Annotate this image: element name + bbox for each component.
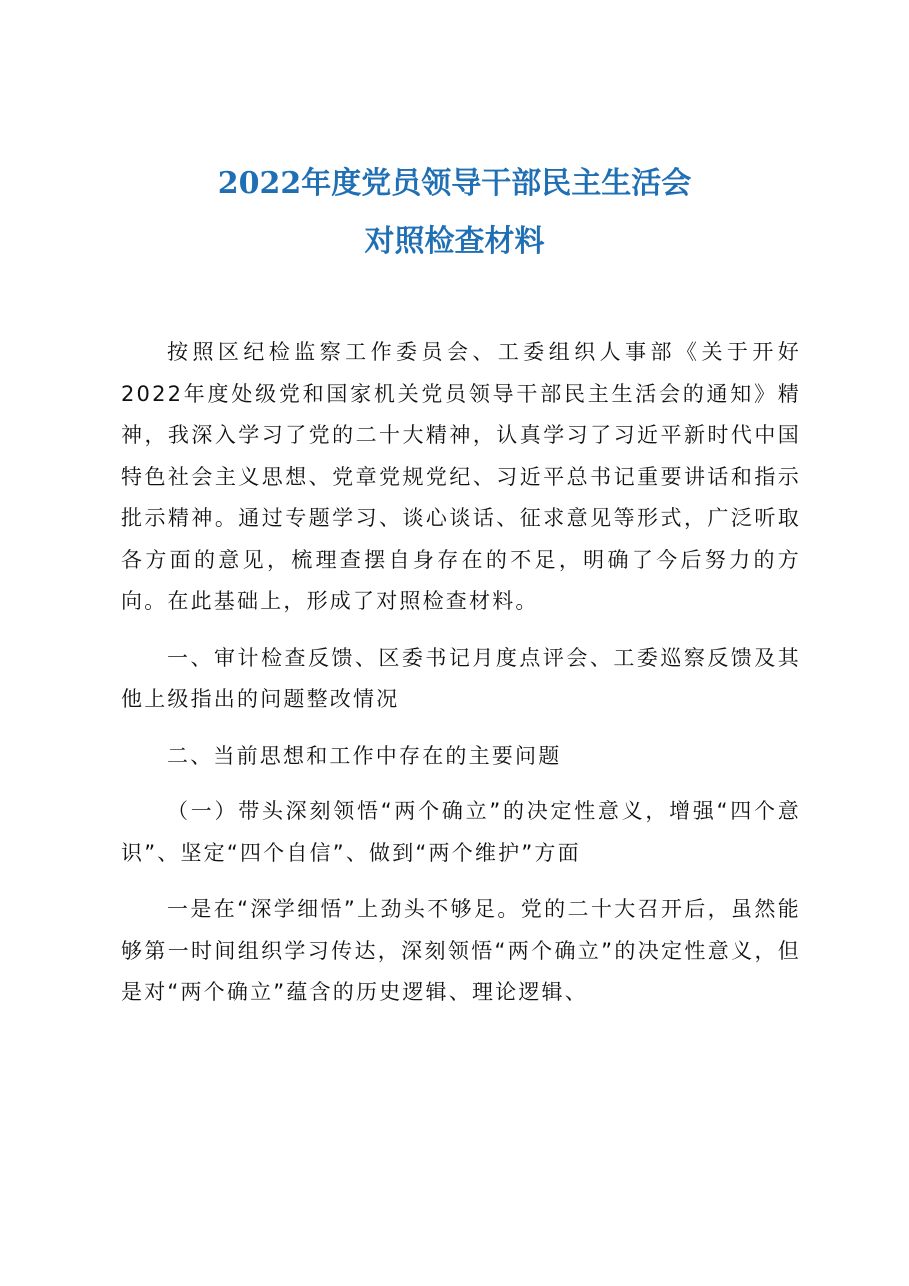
paragraph-subsection-1-heading: （一）带头深刻领悟“两个确立”的决定性意义，增强“四个意识”、坚定“四个自信”、做到“两个维护”方面 xyxy=(121,799,801,865)
document-title-line-1: 2022年度党员领导干部民主生活会 xyxy=(217,166,692,201)
paragraph-intro: 按照区纪检监察工作委员会、工委组织人事部《关于开好2022年度处级党和国家机关党员领导干部民主生活会的通知》精神，我深入学习了党的二十大精神，认真学习了习近平新时代中国特色社会主义思想、党章党规党纪、习近平总书记重要讲话和指示批示精神。通过专题学习、谈心谈话、征求意见等形式，广泛听取各方面的意见，梳理查摆自身存在的不足，明确了今后努力的方向。在此基础上，形成了对照检查材料。 xyxy=(121,340,801,613)
paragraph-section-1-heading: 一、审计检查反馈、区委书记月度点评会、工委巡察反馈及其他上级指出的问题整改情况 xyxy=(121,645,801,711)
document-body xyxy=(121,332,801,1029)
paragraph-point-1: 一是在“深学细悟”上劲头不够足。党的二十大召开后，虽然能够第一时间组织学习传达，深刻领悟“两个确立”的决定性意义，但是对“两个确立”蕴含的历史逻辑、理论逻辑、 xyxy=(121,897,801,1004)
paragraph-section-2-heading: 二、当前思想和工作中存在的主要问题 xyxy=(167,743,562,768)
document-title-line-2: 对照检查材料 xyxy=(364,224,545,259)
